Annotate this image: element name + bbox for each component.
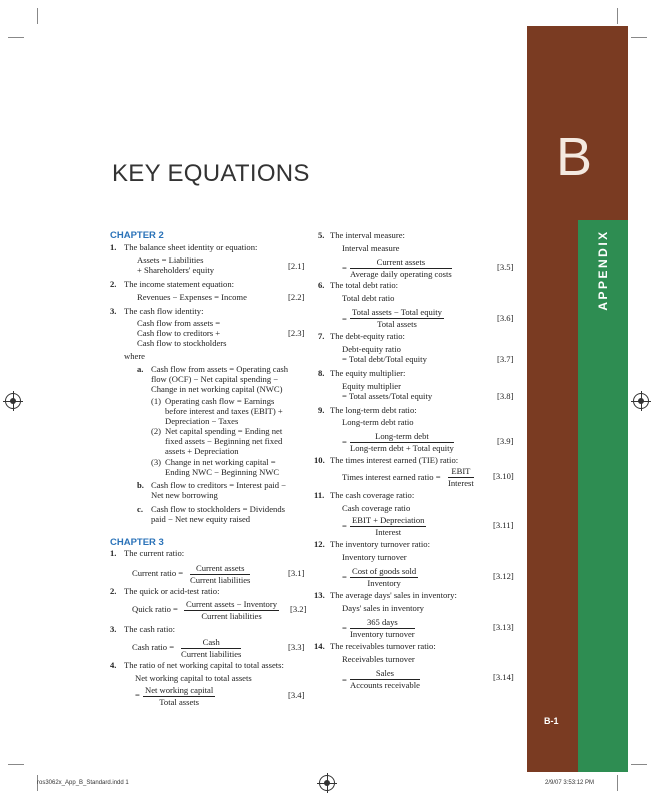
item-text: The cash flow identity: — [124, 306, 204, 316]
subitem-line: Net new borrowing — [151, 490, 218, 500]
where-label: where — [124, 351, 145, 361]
equation-line: Total debt ratio — [342, 293, 395, 303]
page-number: B-1 — [544, 716, 559, 726]
subitem-label: b. — [137, 480, 144, 490]
footer-filename: ros3062x_App_B_Standard.indd 1 — [37, 780, 129, 786]
fraction — [143, 685, 215, 707]
footer-timestamp: 2/9/07 3:53:12 PM — [545, 780, 595, 786]
item-number: 1. — [110, 242, 117, 252]
denominator: Interest — [375, 527, 402, 537]
denominator: Total assets — [159, 697, 199, 707]
item-number: 10. — [314, 455, 325, 465]
item-number: 9. — [318, 405, 325, 415]
item-number: 6. — [318, 280, 325, 290]
equation-line: Assets = Liabilities — [137, 255, 204, 265]
numerator: Cash — [181, 637, 241, 649]
fraction — [350, 515, 426, 537]
denominator: Total assets — [377, 319, 417, 329]
item-number: 2. — [110, 279, 117, 289]
item-text: The inventory turnover ratio: — [330, 539, 430, 549]
subitem-line: Change in net working capital = — [165, 457, 276, 467]
denominator: Current liabilities — [181, 649, 242, 659]
item-text: The interval measure: — [330, 230, 405, 240]
subitem-label: (3) — [151, 457, 162, 467]
item-number: 11. — [314, 490, 325, 500]
equation-line: = Total assets/Total equity — [342, 391, 433, 401]
item-number: 7. — [318, 331, 325, 341]
item-text: The cash coverage ratio: — [330, 490, 415, 500]
subitem-line: paid − Net new equity raised — [151, 514, 251, 524]
crop-mark — [37, 8, 38, 24]
equation-tag: [3.8] — [497, 391, 514, 401]
equation-line: Days' sales in inventory — [342, 603, 424, 613]
item-text: The income statement equation: — [124, 279, 235, 289]
item-number: 3. — [110, 624, 117, 634]
item-number: 14. — [314, 641, 325, 651]
equation-lhs: Quick ratio = — [132, 604, 178, 614]
equation-tag: [2.1] — [288, 261, 305, 271]
item-number: 4. — [110, 660, 117, 670]
numerator: EBIT + Depreciation — [352, 515, 425, 525]
item-number: 5. — [318, 230, 325, 240]
crop-mark — [617, 775, 618, 791]
page-title: KEY EQUATIONS — [112, 160, 310, 187]
item-text: The current ratio: — [124, 548, 185, 558]
numerator: Total assets − Total equity — [352, 307, 442, 317]
denominator: Inventory turnover — [350, 629, 415, 639]
fraction — [350, 431, 454, 453]
appendix-label: APPENDIX — [596, 229, 610, 311]
subitem-line: assets + Depreciation — [165, 446, 239, 456]
registration-mark-icon — [5, 393, 21, 409]
equation-tag: [3.7] — [497, 354, 514, 364]
subitem-line: Operating cash flow = Earnings — [165, 396, 275, 406]
equation-line: Equity multiplier — [342, 381, 401, 391]
equation-line: Revenues − Expenses = Income — [137, 292, 247, 302]
denominator: Interest — [448, 478, 474, 488]
item-text: The quick or acid-test ratio: — [124, 586, 220, 596]
fraction — [350, 307, 444, 329]
equals-sign: = — [342, 521, 347, 531]
crop-mark — [8, 764, 24, 765]
subitem-line: before interest and taxes (EBIT) + — [165, 406, 283, 416]
equation-line: Interval measure — [342, 243, 400, 253]
equation-line: Inventory turnover — [342, 552, 407, 562]
denominator: Current liabilities — [190, 575, 251, 585]
subitem-line: Cash flow to stockholders = Dividends — [151, 504, 285, 514]
denominator: Inventory — [367, 578, 401, 588]
fraction — [350, 257, 452, 279]
registration-mark-icon — [319, 775, 335, 791]
crop-mark — [617, 8, 618, 24]
equation-tag: [3.5] — [497, 262, 514, 272]
equation-tag: [2.2] — [288, 292, 305, 302]
equation-line: Receivables turnover — [342, 654, 415, 664]
equation-line: Long-term debt ratio — [342, 417, 414, 427]
fraction — [181, 637, 241, 659]
equation-line: + Shareholders' equity — [137, 265, 215, 275]
numerator: Current assets — [190, 563, 250, 575]
appendix-letter: B — [556, 127, 593, 187]
equals-sign: = — [135, 690, 140, 700]
item-text: The equity multiplier: — [330, 368, 406, 378]
item-text: The ratio of net working capital to total assets: — [124, 660, 284, 670]
item-text: The balance sheet identity or equation: — [124, 242, 258, 252]
numerator: Net working capital — [145, 685, 214, 695]
chapter-heading: CHAPTER 2 — [110, 230, 164, 241]
crop-mark — [631, 37, 647, 38]
equation-line: Cash flow to creditors + — [137, 328, 221, 338]
numerator: 365 days — [350, 617, 415, 629]
equation-tag: [3.12] — [493, 571, 514, 581]
subitem-line: Cash flow from assets = Operating cash — [151, 364, 289, 374]
equation-lhs: Current ratio = — [132, 568, 184, 578]
subitem-line: Net capital spending = Ending net — [165, 426, 283, 436]
chapter-heading: CHAPTER 3 — [110, 537, 164, 548]
numerator: Current assets — [350, 257, 452, 269]
equation-tag: [3.6] — [497, 313, 514, 323]
equation-line: Cash coverage ratio — [342, 503, 411, 513]
item-number: 8. — [318, 368, 325, 378]
fraction — [184, 599, 279, 621]
equals-sign: = — [342, 263, 347, 273]
subitem-line: flow (OCF) − Net capital spending − — [151, 374, 279, 384]
item-number: 13. — [314, 590, 325, 600]
equation-tag: [3.11] — [493, 520, 514, 530]
fraction — [190, 563, 250, 585]
subitem-label: (1) — [151, 396, 162, 406]
item-number: 2. — [110, 586, 117, 596]
equation-line: Cash flow to stockholders — [137, 338, 227, 348]
subitem-label: a. — [137, 364, 144, 374]
equals-sign: = — [342, 437, 347, 447]
subitem-line: Cash flow to creditors = Interest paid − — [151, 480, 286, 490]
subitem-line: Depreciation − Taxes — [165, 416, 239, 426]
item-text: The cash ratio: — [124, 624, 176, 634]
equation-line: Cash flow from assets = — [137, 318, 221, 328]
equals-sign: = — [342, 572, 347, 582]
subitem-label: c. — [137, 504, 143, 514]
fraction — [350, 617, 415, 639]
equals-sign: = — [342, 675, 347, 685]
item-text: The total debt ratio: — [330, 280, 399, 290]
equals-sign: = — [342, 623, 347, 633]
equation-tag: [3.2] — [290, 604, 307, 614]
numerator: Long-term debt — [350, 431, 454, 443]
fraction — [350, 566, 418, 588]
item-text: The times interest earned (TIE) ratio: — [330, 455, 459, 465]
equation-lhs: Cash ratio = — [132, 642, 175, 652]
denominator: Current liabilities — [201, 611, 262, 621]
crop-mark — [8, 37, 24, 38]
equation-tag: [3.9] — [497, 436, 514, 446]
equation-line: = Total debt/Total equity — [342, 354, 427, 364]
subitem-line: Ending NWC − Beginning NWC — [165, 467, 280, 477]
fraction — [448, 466, 474, 488]
item-text: The average days' sales in inventory: — [330, 590, 457, 600]
subitem-line: Change in net working capital (NWC) — [151, 384, 283, 394]
denominator: Long-term debt + Total equity — [350, 443, 454, 453]
item-number: 1. — [110, 548, 117, 558]
numerator: Cost of goods sold — [352, 566, 417, 576]
item-number: 3. — [110, 306, 117, 316]
numerator: Current assets − Inventory — [186, 599, 278, 609]
item-text: The debt-equity ratio: — [330, 331, 405, 341]
numerator: Sales — [350, 668, 420, 680]
item-text: The long-term debt ratio: — [330, 405, 417, 415]
equation-tag: [3.3] — [288, 642, 305, 652]
equation-tag: [3.4] — [288, 690, 305, 700]
equation-tag: [3.13] — [493, 622, 514, 632]
denominator: Average daily operating costs — [350, 269, 452, 279]
item-number: 12. — [314, 539, 325, 549]
equation-tag: [3.14] — [493, 672, 514, 682]
registration-mark-icon — [633, 393, 649, 409]
equation-line: Debt-equity ratio — [342, 344, 401, 354]
subitem-label: (2) — [151, 426, 162, 436]
equation-tag: [2.3] — [288, 328, 305, 338]
subitem-line: fixed assets − Beginning net fixed — [165, 436, 283, 446]
equation-tag: [3.10] — [493, 471, 514, 481]
crop-mark — [631, 764, 647, 765]
denominator: Accounts receivable — [350, 680, 420, 690]
equation-lhs: Times interest earned ratio = — [342, 472, 441, 482]
equation-tag: [3.1] — [288, 568, 305, 578]
fraction — [350, 668, 420, 690]
numerator: EBIT — [448, 466, 474, 478]
item-text: The receivables turnover ratio: — [330, 641, 436, 651]
equals-sign: = — [342, 314, 347, 324]
equation-line: Net working capital to total assets — [135, 673, 252, 683]
